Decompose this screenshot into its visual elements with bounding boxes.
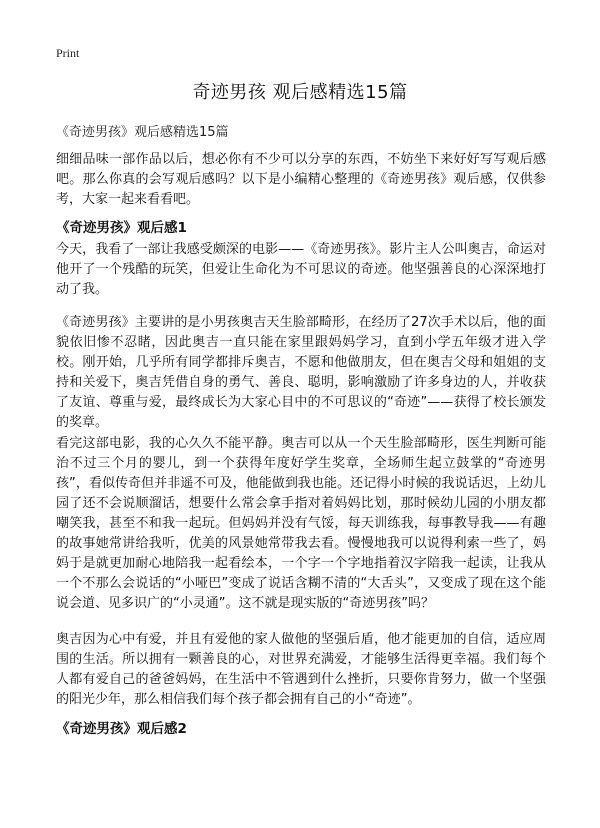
print-link[interactable]: Print [56, 46, 80, 60]
section-heading-1: 《奇迹男孩》观后感1 [56, 220, 187, 236]
section1-paragraph-4: 奥吉因为心中有爱，并且有爱他的家人做他的坚强后盾，他才能更加的自信，适应周围的生活。所以拥有一颗善良的心，对世界充满爱，才能够生活得更幸福。我们每个人都有爱自己的爸爸妈妈，在生活中不管遇到什么挫折，只要你肯努力，做一个坚强的阳光少年，那么相信我们每个孩子都会拥有自己的小“奇迹”。 [56, 632, 546, 707]
page-title: 奇迹男孩 观后感精选15篇 [192, 82, 408, 103]
section1-paragraph-1: 今天，我看了一部让我感受颇深的电影——《奇迹男孩》。影片主人公叫奥吉，命运对他开了一个残酷的玩笑，但爱让生命化为不可思议的奇迹。他坚强善良的心深深地打动了我。 [56, 242, 546, 297]
document-subtitle: 《奇迹男孩》观后感精选15篇 [56, 125, 229, 140]
section1-paragraph-3: 看完这部电影，我的心久久不能平静。奥吉可以从一个天生脸部畸形，医生判断可能治不过三个月的婴儿，到一个获得年度好学生奖章，全场师生起立鼓掌的“奇迹男孩”，看似传奇但并非遥不可及，他能做到我也能。还记得小时候的我说话迟，上幼儿园了还不会说顺溜话，想要什么常会拿手指对着妈妈比划，那时候幼儿园的小朋友都嘲笑我，甚至不和我一起玩。但妈妈并没有气馁，每天训练我，每事教导我——有趣的故事她常讲给我听，优美的风景她常带我去看。慢慢地我可以说得利索一些了，妈妈于是就更加耐心地陪我一起看绘本，一个字一个字地指着汉字陪我一起读，让我从一个不那么会说话的“小哑巴”变成了说话含糊不清的“大舌头”，又变成了现在这个能说会道、见多识广的“小灵通”。这不就是现实版的“奇迹男孩”吗？ [56, 436, 546, 611]
intro-paragraph: 细细品味一部作品以后，想必你有不少可以分享的东西，不妨坐下来好好写写观后感吧。那么你真的会写观后感吗？以下是小编精心整理的《奇迹男孩》观后感，仅供参考，大家一起来看看吧。 [56, 152, 546, 207]
section-heading-2: 《奇迹男孩》观后感2 [56, 721, 187, 737]
section1-paragraph-2: 《奇迹男孩》主要讲的是小男孩奥吉天生脸部畸形，在经历了27次手术以后，他的面貌依旧惨不忍睹，因此奥吉一直只能在家里跟妈妈学习，直到小学五年级才进入学校。刚开始，几乎所有同学都排斥奥吉，不愿和他做朋友，但在奥吉父母和姐姐的支持和关爱下，奥吉凭借自身的勇气、善良、聪明，影响激励了许多身边的人，并收获了友谊、尊重与爱，最终成长为大家心目中的不可思议的“奇迹”——获得了校长颁发的奖章。 [56, 315, 546, 430]
